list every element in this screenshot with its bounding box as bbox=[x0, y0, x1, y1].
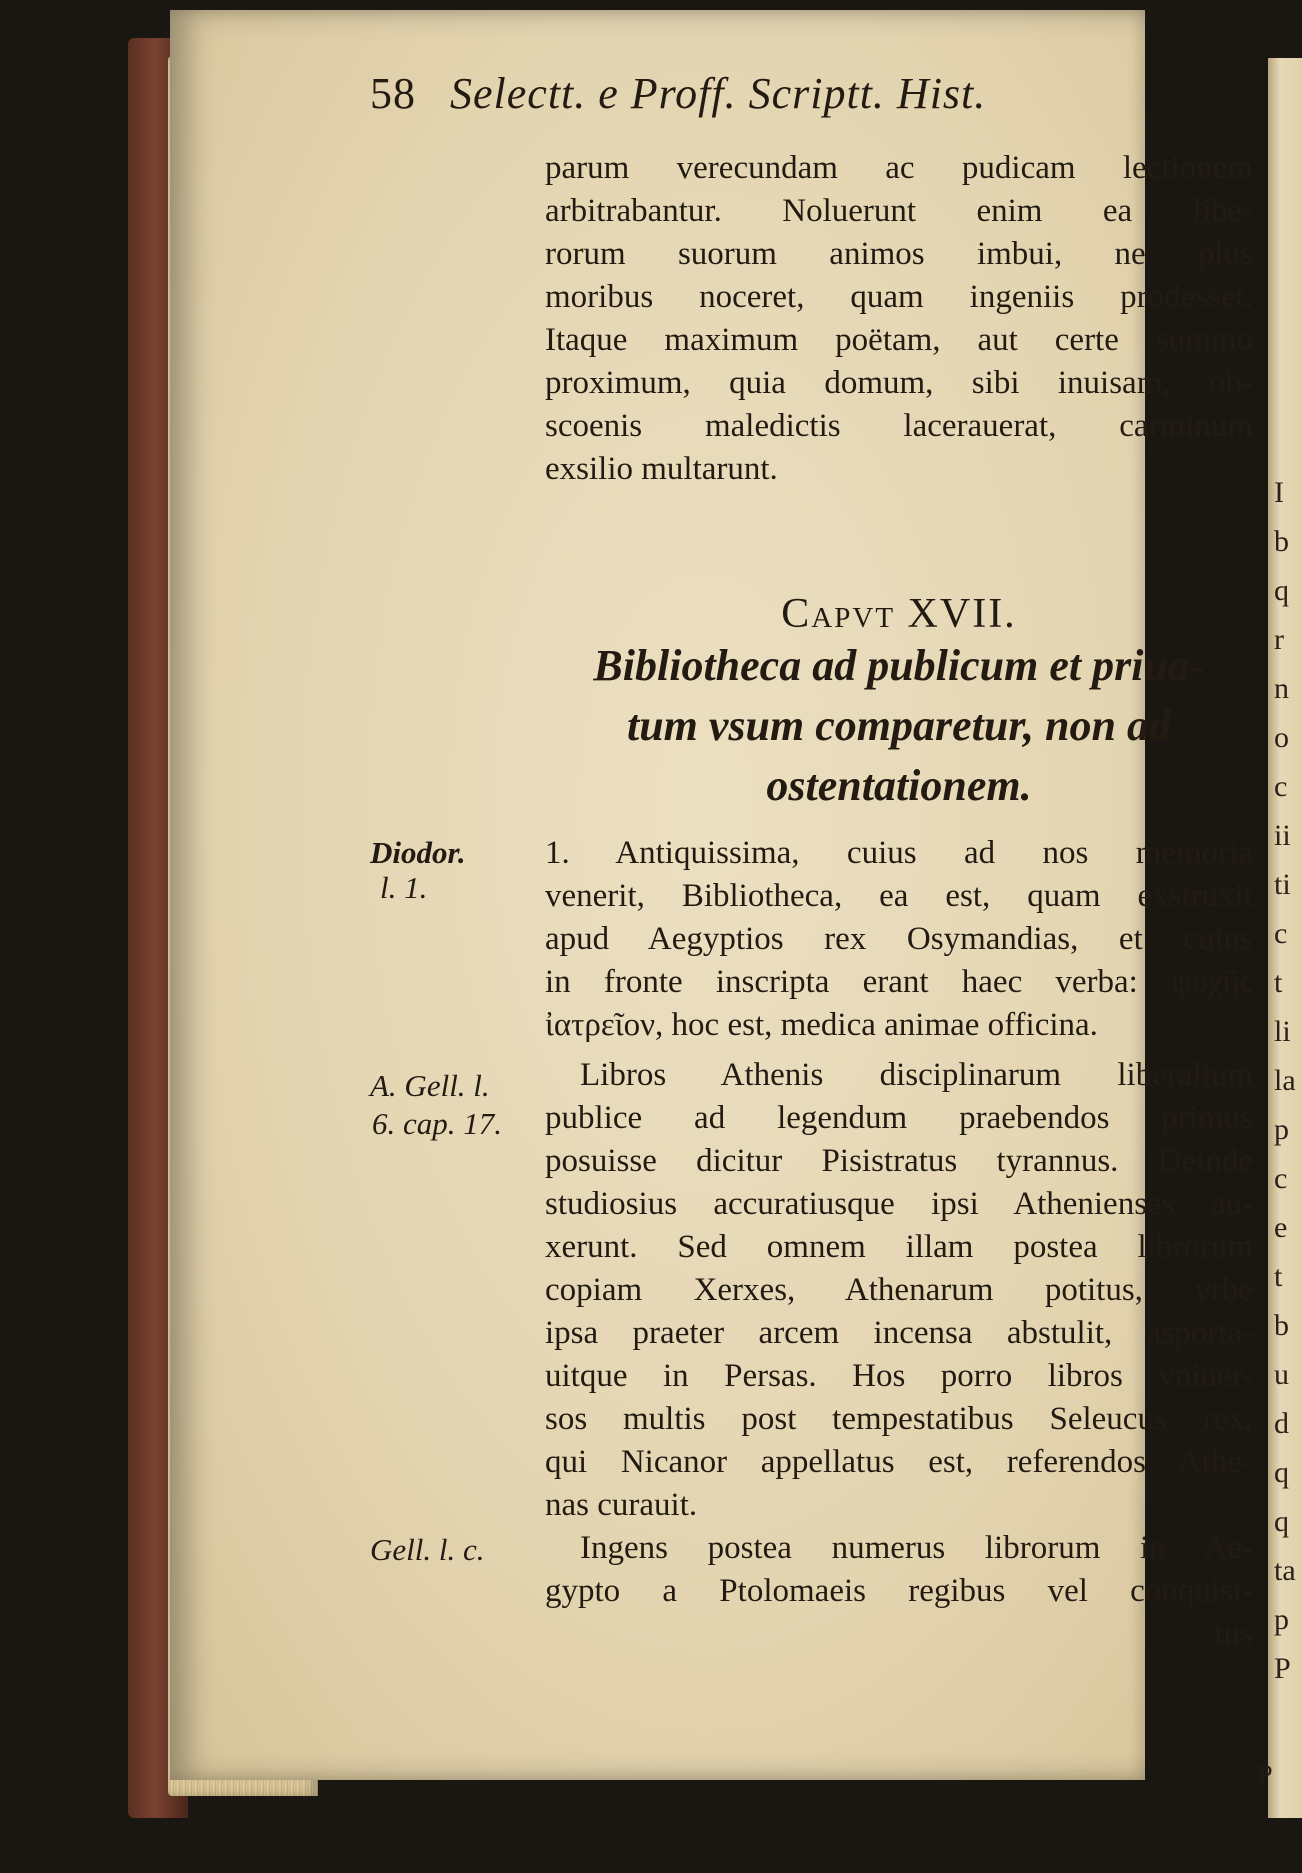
facing-page-fragment: t bbox=[1274, 1260, 1283, 1293]
chapter-title-line: tum vsum comparetur, non ad bbox=[626, 701, 1171, 750]
margin-note: l. 1. bbox=[380, 870, 428, 905]
facing-page-fragment: t bbox=[1274, 966, 1283, 999]
page-number: 58 bbox=[370, 69, 416, 118]
facing-page-fragment: b bbox=[1274, 1309, 1289, 1342]
facing-page-edge bbox=[1268, 58, 1302, 1818]
text-line: sos multis post tempestatibus Seleucus rex, bbox=[545, 1401, 1253, 1437]
facing-page-fragment: ii bbox=[1274, 819, 1291, 852]
text-line: apud Aegyptios rex Osymandias, et cuius bbox=[545, 921, 1253, 957]
text-line: scoenis maledictis lacerauerat, carminum bbox=[545, 408, 1253, 444]
facing-page-fragment: o bbox=[1274, 721, 1289, 754]
facing-page-fragment: b bbox=[1274, 525, 1289, 558]
text-line: exsilio multarunt. bbox=[545, 451, 778, 487]
text-line: posuisse dicitur Pisistratus tyrannus. Deinde bbox=[545, 1143, 1253, 1179]
facing-page-fragment: c bbox=[1274, 1162, 1288, 1195]
text-line: proximum, quia domum, sibi inuisam, ob- bbox=[545, 365, 1253, 401]
text-line: gypto a Ptolomaeis regibus vel conquisi- bbox=[545, 1573, 1253, 1609]
facing-page-fragment: e bbox=[1274, 1211, 1288, 1244]
facing-page-fragment: u bbox=[1274, 1358, 1289, 1391]
chapter-heading bbox=[545, 590, 1253, 638]
facing-page-fragment: p bbox=[1274, 1113, 1289, 1146]
margin-note: Gell. l. c. bbox=[370, 1532, 485, 1567]
facing-page-fragment: q bbox=[1274, 1505, 1289, 1538]
text-line: xerunt. Sed omnem illam postea librorum bbox=[545, 1229, 1253, 1265]
chapter-title-line: Bibliotheca ad publicum et priua- bbox=[593, 641, 1205, 690]
text-line: Itaque maximum poëtam, aut certe summo bbox=[545, 322, 1253, 358]
facing-page-fragment: n bbox=[1274, 672, 1289, 705]
text-line: qui Nicanor appellatus est, referendos Athe- bbox=[545, 1444, 1253, 1480]
facing-page-fragment: q bbox=[1274, 574, 1289, 607]
chapter-numeral: XVII. bbox=[907, 591, 1017, 637]
facing-page-fragment: c bbox=[1274, 917, 1288, 950]
facing-page-fragment: I bbox=[1274, 476, 1284, 509]
text-line: in fronte inscripta erant haec verba: ψυχῆς bbox=[545, 964, 1253, 1000]
text-line: uitque in Persas. Hos porro libros vniuer- bbox=[545, 1358, 1253, 1394]
text-line: Libros Athenis disciplinarum liberalium bbox=[580, 1057, 1253, 1093]
text-line: rorum suorum animos imbui, ne plus bbox=[545, 236, 1253, 272]
facing-page-fragment: c bbox=[1274, 770, 1288, 803]
text-line: ipsa praeter arcem incensa abstulit, asporta- bbox=[545, 1315, 1253, 1351]
chapter-label: Capvt bbox=[781, 591, 896, 637]
facing-page-fragment: ta bbox=[1274, 1554, 1296, 1587]
facing-page-fragment: li bbox=[1274, 1015, 1291, 1048]
text-line: venerit, Bibliotheca, ea est, quam exstruxit bbox=[545, 878, 1253, 914]
text-line: moribus noceret, quam ingeniis prodesset. bbox=[545, 279, 1253, 315]
facing-page-fragment: P bbox=[1274, 1652, 1291, 1685]
text-line: Ingens postea numerus librorum in Ae- bbox=[580, 1530, 1253, 1566]
facing-page-fragment: q bbox=[1274, 1456, 1289, 1489]
facing-page-fragment: ti bbox=[1274, 868, 1291, 901]
text-line: tus bbox=[1214, 1616, 1253, 1652]
text-line: nas curauit. bbox=[545, 1487, 698, 1523]
text-line: studiosius accuratiusque ipsi Athenienses au- bbox=[545, 1186, 1253, 1222]
margin-note: A. Gell. l. bbox=[370, 1068, 490, 1103]
facing-page-fragment: d bbox=[1274, 1407, 1289, 1440]
text-line: copiam Xerxes, Athenarum potitus, vrbe bbox=[545, 1272, 1253, 1308]
running-title: Selectt. e Proff. Scriptt. Hist. bbox=[450, 69, 987, 118]
running-header bbox=[370, 68, 1070, 119]
margin-note: 6. cap. 17. bbox=[372, 1106, 503, 1141]
text-line: ἰατρεῖον, hoc est, medica animae officina. bbox=[545, 1007, 1098, 1043]
facing-page-fragment: la bbox=[1274, 1064, 1296, 1097]
text-line: arbitrabantur. Noluerunt enim ea libe- bbox=[545, 193, 1253, 229]
text-line: parum verecundam ac pudicam lectionem bbox=[545, 150, 1253, 186]
facing-page-fragment: p bbox=[1274, 1603, 1289, 1636]
chapter-title-line: ostentationem. bbox=[766, 761, 1032, 810]
text-line: publice ad legendum praebendos primus bbox=[545, 1100, 1253, 1136]
facing-page-fragment: r bbox=[1274, 623, 1284, 656]
text-line: 1. Antiquissima, cuius ad nos memoria bbox=[545, 835, 1253, 871]
margin-note: Diodor. bbox=[370, 835, 466, 870]
facing-page-catchword: P bbox=[1258, 1760, 1273, 1789]
